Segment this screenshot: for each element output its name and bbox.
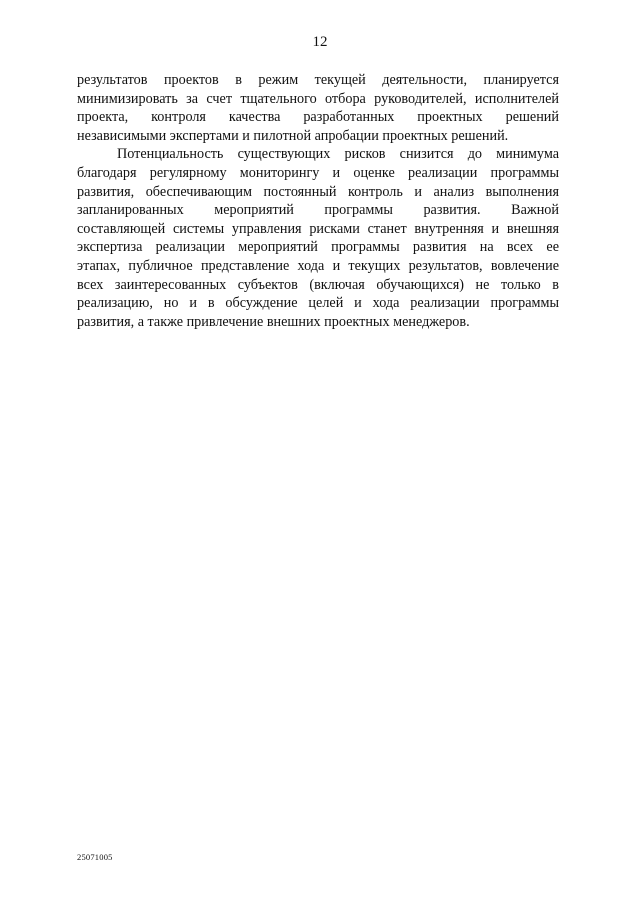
document-body — [77, 71, 559, 331]
text-line: запланированных мероприятий программы развития. Важной — [77, 202, 559, 219]
text-line: развития, а также привлечение внешних проектных менеджеров. — [77, 313, 470, 330]
document-code: 25071005 — [77, 852, 113, 862]
page-number: 12 — [312, 34, 328, 50]
text-line: всех заинтересованных субъектов (включая обучающихся) не только в — [77, 276, 559, 293]
text-line: благодаря регулярному мониторингу и оценке реализации программы — [77, 164, 559, 181]
text-line: Потенциальность существующих рисков снизится до минимума — [117, 146, 559, 163]
paragraph-2 — [77, 145, 559, 331]
text-line: развития, обеспечивающим постоянный контроль и анализ выполнения — [77, 183, 559, 200]
text-line: составляющей системы управления рисками станет внутренняя и внешняя — [77, 220, 559, 237]
text-line: этапах, публичное представление хода и текущих результатов, вовлечение — [77, 257, 559, 274]
text-line: реализацию, но и в обсуждение целей и хода реализации программы — [77, 295, 559, 312]
paragraph-1 — [77, 71, 559, 145]
text-line: проекта, контроля качества разработанных проектных решений — [77, 109, 559, 126]
text-line: экспертиза реализации мероприятий программы развития на всех ее — [77, 239, 559, 256]
text-line: результатов проектов в режим текущей деятельности, планируется — [77, 72, 559, 88]
text-line: независимыми экспертами и пилотной апробации проектных решений. — [77, 127, 509, 144]
text-line: минимизировать за счет тщательного отбора руководителей, исполнителей — [77, 90, 559, 107]
